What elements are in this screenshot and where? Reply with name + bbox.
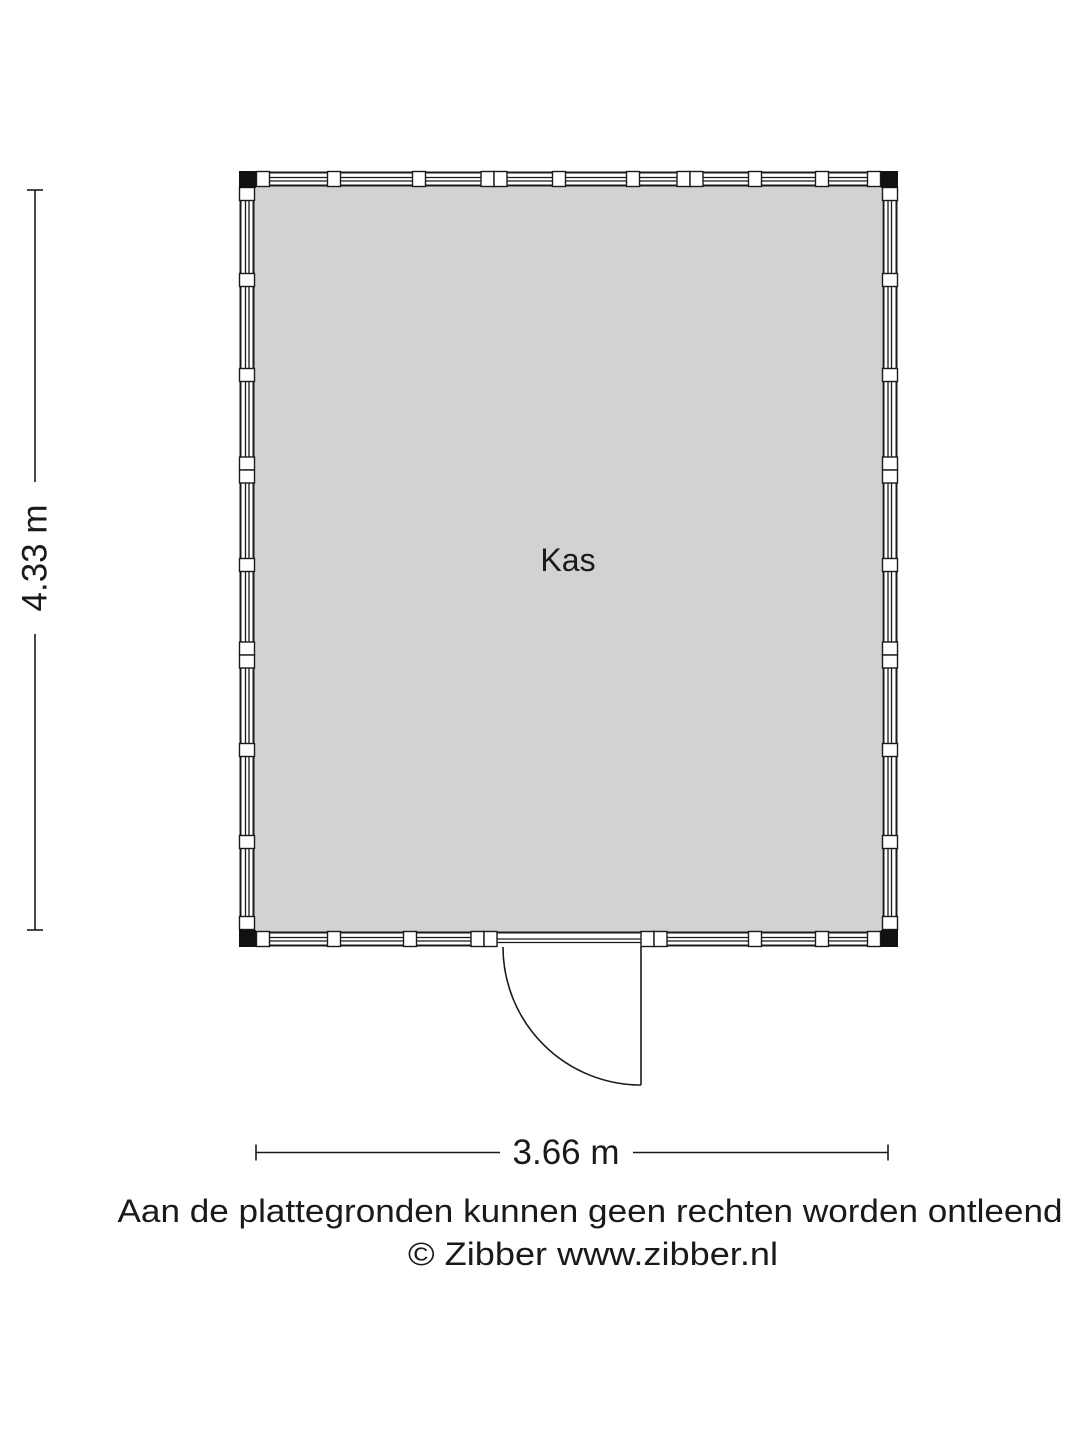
corner-post-bottom-right xyxy=(881,930,898,947)
window-mullion xyxy=(883,274,898,287)
window-mullion xyxy=(328,172,341,187)
window-mullion xyxy=(883,470,898,483)
wall-right xyxy=(883,188,898,931)
window-mullion xyxy=(868,172,881,187)
window-mullion xyxy=(883,917,898,930)
window-mullion xyxy=(481,172,494,187)
window-mullion xyxy=(240,274,255,287)
window-mullion xyxy=(240,642,255,655)
window-mullion xyxy=(883,655,898,668)
window-mullion xyxy=(749,932,762,947)
window-mullion xyxy=(240,836,255,849)
window-mullion xyxy=(677,172,690,187)
wall-top-mullions xyxy=(257,172,881,187)
window-mullion xyxy=(883,642,898,655)
footer xyxy=(118,1193,1063,1272)
window-mullion xyxy=(883,188,898,201)
window-mullion xyxy=(240,744,255,757)
window-mullion xyxy=(816,172,829,187)
window-mullion xyxy=(868,932,881,947)
window-mullion xyxy=(240,917,255,930)
disclaimer-text: Aan de plattegronden kunnen geen rechten worden ontleend xyxy=(117,1193,1063,1229)
window-mullion xyxy=(328,932,341,947)
door-swing-arc xyxy=(503,947,641,1085)
window-mullion xyxy=(257,172,270,187)
window-mullion xyxy=(883,457,898,470)
window-mullion xyxy=(494,172,507,187)
window-mullion xyxy=(654,932,667,947)
dimension-vertical xyxy=(16,190,55,930)
window-mullion xyxy=(240,655,255,668)
dimension-label-horizontal: 3.66 m xyxy=(512,1133,620,1172)
window-mullion xyxy=(257,932,270,947)
dimension-label-vertical: 4.33 m xyxy=(15,504,55,612)
window-mullion xyxy=(883,559,898,572)
room-label: Kas xyxy=(540,542,596,578)
window-mullion xyxy=(240,457,255,470)
door xyxy=(503,947,641,1085)
corner-post-top-left xyxy=(239,171,256,188)
window-mullion xyxy=(471,932,484,947)
window-mullion xyxy=(484,932,497,947)
door-threshold xyxy=(497,933,641,943)
window-mullion xyxy=(883,744,898,757)
window-mullion xyxy=(690,172,703,187)
window-mullion xyxy=(883,369,898,382)
window-mullion xyxy=(240,470,255,483)
wall-right-mullions xyxy=(883,188,898,930)
dimension-horizontal xyxy=(256,1133,888,1172)
window-mullion xyxy=(749,172,762,187)
window-mullion xyxy=(404,932,417,947)
window-mullion xyxy=(413,172,426,187)
wall-bottom xyxy=(256,932,881,947)
copyright-text: © Zibber www.zibber.nl xyxy=(408,1236,778,1272)
window-mullion xyxy=(883,836,898,849)
wall-left xyxy=(240,188,255,931)
window-mullion xyxy=(553,172,566,187)
wall-top xyxy=(256,172,881,187)
window-mullion xyxy=(627,172,640,187)
wall-left-mullions xyxy=(240,188,255,930)
window-mullion xyxy=(240,188,255,201)
window-mullion xyxy=(240,559,255,572)
corner-post-top-right xyxy=(881,171,898,188)
window-mullion xyxy=(240,369,255,382)
corner-post-bottom-left xyxy=(239,930,256,947)
window-mullion xyxy=(816,932,829,947)
window-mullion xyxy=(641,932,654,947)
